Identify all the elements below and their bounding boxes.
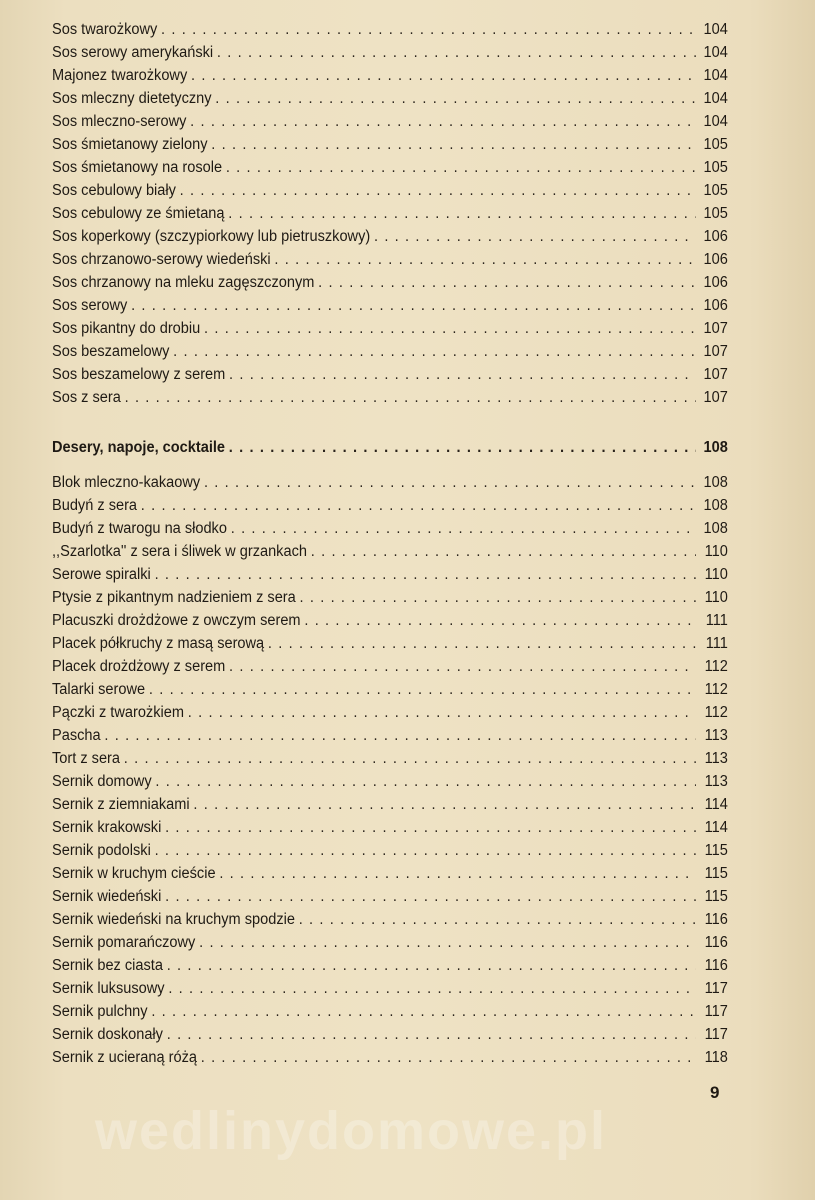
toc-entry-title: Sos chrzanowy na mleku zagęszczonym <box>52 274 315 291</box>
toc-entry <box>52 469 728 492</box>
toc-entry <box>52 515 728 538</box>
toc-leader-dots <box>228 205 696 223</box>
toc-entry-page: 108 <box>703 497 728 514</box>
toc-leader-dots <box>190 113 696 131</box>
toc-entry-page: 115 <box>704 888 728 905</box>
toc-entry <box>52 768 728 791</box>
toc-leader-dots <box>161 21 696 39</box>
toc-entry <box>52 1044 728 1067</box>
toc-entry-title: Sos serowy amerykański <box>52 44 214 61</box>
toc-entry <box>52 676 728 699</box>
toc-leader-dots <box>173 343 696 361</box>
toc-entry-title: Sos cebulowy ze śmietaną <box>52 205 225 222</box>
toc-entry-page: 104 <box>703 44 728 61</box>
toc-heading-title: Desery, napoje, cocktaile <box>52 439 226 456</box>
toc-entry-page: 108 <box>703 474 728 491</box>
toc-entry-title: Sernik podolski <box>52 842 151 859</box>
toc-entry-title: Sos beszamelowy z serem <box>52 366 226 383</box>
toc-leader-dots <box>374 228 696 246</box>
toc-entry-title: Sos śmietanowy na rosole <box>52 159 223 176</box>
toc-entry-title: Sernik krakowski <box>52 819 162 836</box>
toc-leader-dots <box>201 1049 696 1067</box>
toc-entry <box>52 745 728 768</box>
toc-leader-dots <box>191 67 696 85</box>
toc-entry <box>52 361 728 384</box>
toc-leader-dots <box>304 612 696 630</box>
toc-entry <box>52 883 728 906</box>
toc-entry <box>52 39 728 62</box>
toc-leader-dots <box>193 796 695 814</box>
toc-leader-dots <box>226 159 696 177</box>
toc-heading-page: 108 <box>703 439 728 456</box>
toc-entry-title: Sernik z ziemniakami <box>52 796 190 813</box>
toc-entry-page: 104 <box>703 21 728 38</box>
toc-entry <box>52 384 728 407</box>
toc-entry-page: 110 <box>704 589 728 606</box>
toc-entry <box>52 561 728 584</box>
toc-entry-title: Sernik pulchny <box>52 1003 148 1020</box>
toc-entry-page: 114 <box>704 796 728 813</box>
toc-entry-page: 105 <box>703 136 728 153</box>
table-of-contents <box>52 16 728 1067</box>
toc-entry <box>52 315 728 338</box>
toc-entry-page: 113 <box>704 750 728 767</box>
toc-leader-dots <box>268 635 696 653</box>
toc-entry-page: 116 <box>704 911 728 928</box>
toc-entry <box>52 998 728 1021</box>
toc-entry-title: Sos chrzanowo-serowy wiedeński <box>52 251 271 268</box>
toc-leader-dots <box>151 1003 696 1021</box>
toc-entry <box>52 653 728 676</box>
toc-entry-title: Blok mleczno-kakaowy <box>52 474 201 491</box>
toc-entry-title: Ptysie z pikantnym nadzieniem z sera <box>52 589 296 606</box>
toc-entry-page: 104 <box>703 113 728 130</box>
toc-entry <box>52 246 728 269</box>
toc-entry <box>52 154 728 177</box>
toc-entry-page: 116 <box>704 957 728 974</box>
section-gap <box>52 407 728 433</box>
toc-leader-dots <box>274 251 695 269</box>
toc-leader-dots <box>149 681 696 699</box>
toc-entry-page: 113 <box>704 773 728 790</box>
toc-entry-title: Serowe spiralki <box>52 566 151 583</box>
toc-entry <box>52 200 728 223</box>
toc-entry-page: 107 <box>703 366 728 383</box>
toc-leader-dots <box>165 888 696 906</box>
toc-leader-dots <box>217 44 696 62</box>
toc-entry-page: 104 <box>703 90 728 107</box>
toc-entry-page: 112 <box>704 681 728 698</box>
toc-entry-page: 106 <box>703 251 728 268</box>
toc-entry-page: 115 <box>704 865 728 882</box>
toc-entry-title: Budyń z twarogu na słodko <box>52 520 227 537</box>
toc-entry-title: Sernik bez ciasta <box>52 957 163 974</box>
toc-leader-dots <box>124 750 696 768</box>
toc-leader-dots <box>204 474 696 492</box>
toc-entry <box>52 584 728 607</box>
toc-entry <box>52 837 728 860</box>
toc-leader-dots <box>204 320 696 338</box>
toc-entry <box>52 814 728 837</box>
toc-entry-title: Placek drożdżowy z serem <box>52 658 226 675</box>
toc-entry-title: Talarki serowe <box>52 681 146 698</box>
toc-entry <box>52 338 728 361</box>
toc-entry-title: Sos z sera <box>52 389 121 406</box>
toc-entry-page: 114 <box>704 819 728 836</box>
toc-leader-dots <box>155 773 696 791</box>
toc-entry-page: 105 <box>703 205 728 222</box>
toc-leader-dots <box>219 865 696 883</box>
toc-entry <box>52 177 728 200</box>
toc-entry <box>52 292 728 315</box>
toc-leader-dots <box>167 957 696 975</box>
toc-entry <box>52 952 728 975</box>
toc-entry-title: Placuszki drożdżowe z owczym serem <box>52 612 301 629</box>
toc-entry-title: Pączki z twarożkiem <box>52 704 184 721</box>
toc-entry <box>52 1021 728 1044</box>
toc-leader-dots <box>167 1026 696 1044</box>
toc-entry-page: 110 <box>704 566 728 583</box>
toc-entry-page: 117 <box>704 1026 728 1043</box>
toc-leader-dots <box>229 658 696 676</box>
toc-entry <box>52 630 728 653</box>
toc-entry-title: Sos cebulowy biały <box>52 182 176 199</box>
toc-entry-page: 105 <box>703 159 728 176</box>
toc-entry <box>52 131 728 154</box>
toc-entry-title: Sernik doskonały <box>52 1026 163 1043</box>
toc-leader-dots <box>180 182 696 200</box>
toc-entry-page: 117 <box>704 980 728 997</box>
toc-entry <box>52 16 728 39</box>
toc-leader-dots <box>199 934 696 952</box>
toc-leader-dots <box>229 366 696 384</box>
toc-entry-title: Sos mleczny dietetyczny <box>52 90 212 107</box>
toc-entry <box>52 538 728 561</box>
toc-entry <box>52 223 728 246</box>
toc-entry-title: Placek półkruchy z masą serową <box>52 635 265 652</box>
toc-leader-dots <box>300 589 696 607</box>
toc-entry-page: 107 <box>703 320 728 337</box>
toc-entry-page: 107 <box>703 343 728 360</box>
toc-entry-title: Sernik luksusowy <box>52 980 165 997</box>
toc-entry-title: Majonez twarożkowy <box>52 67 188 84</box>
toc-leader-dots <box>229 439 696 457</box>
toc-entry-title: Sos mleczno-serowy <box>52 113 187 130</box>
section-gap <box>52 457 728 469</box>
toc-entry-page: 107 <box>703 389 728 406</box>
toc-entry-title: ,,Szarlotka'' z sera i śliwek w grzankach <box>52 543 307 560</box>
toc-entry-page: 116 <box>704 934 728 951</box>
toc-entry-page: 115 <box>704 842 728 859</box>
watermark: wedlinydomowe.pl <box>95 1101 608 1161</box>
toc-entry-title: Sos śmietanowy zielony <box>52 136 208 153</box>
page-number: 9 <box>710 1083 720 1102</box>
toc-entry-page: 112 <box>704 704 728 721</box>
toc-entry <box>52 975 728 998</box>
toc-leader-dots <box>188 704 696 722</box>
toc-entry-title: Sos serowy <box>52 297 128 314</box>
toc-leader-dots <box>165 819 696 837</box>
toc-entry-title: Sernik domowy <box>52 773 152 790</box>
toc-section-sauces <box>52 16 728 407</box>
toc-entry-page: 106 <box>703 297 728 314</box>
toc-entry-page: 106 <box>703 274 728 291</box>
toc-leader-dots <box>211 136 696 154</box>
toc-entry <box>52 722 728 745</box>
toc-leader-dots <box>215 90 696 108</box>
toc-leader-dots <box>318 274 696 292</box>
toc-leader-dots <box>125 389 696 407</box>
toc-entry-title: Tort z sera <box>52 750 121 767</box>
toc-entry-title: Pascha <box>52 727 101 744</box>
toc-leader-dots <box>168 980 696 998</box>
toc-leader-dots <box>131 297 696 315</box>
toc-leader-dots <box>104 727 696 745</box>
toc-entry-page: 106 <box>703 228 728 245</box>
toc-entry-title: Sernik pomarańczowy <box>52 934 196 951</box>
toc-entry-page: 110 <box>704 543 728 560</box>
toc-entry-title: Sos pikantny do drobiu <box>52 320 201 337</box>
toc-entry <box>52 269 728 292</box>
toc-heading-desserts <box>52 433 728 457</box>
toc-entry <box>52 791 728 814</box>
toc-entry <box>52 906 728 929</box>
toc-entry <box>52 860 728 883</box>
toc-entry <box>52 699 728 722</box>
toc-entry-page: 111 <box>705 635 728 652</box>
toc-entry-page: 117 <box>704 1003 728 1020</box>
toc-entry <box>52 607 728 630</box>
toc-entry-title: Sos koperkowy (szczypiorkowy lub pietruszkowy) <box>52 228 371 245</box>
toc-leader-dots <box>231 520 696 538</box>
toc-entry-page: 111 <box>705 612 728 629</box>
toc-entry-page: 113 <box>704 727 728 744</box>
toc-entry-title: Sernik w kruchym cieście <box>52 865 216 882</box>
toc-entry-title: Sos beszamelowy <box>52 343 170 360</box>
toc-leader-dots <box>311 543 696 561</box>
toc-entry <box>52 85 728 108</box>
toc-section-desserts <box>52 469 728 1067</box>
toc-entry-page: 118 <box>704 1049 728 1066</box>
toc-leader-dots <box>141 497 696 515</box>
toc-entry-title: Sernik wiedeński na kruchym spodzie <box>52 911 295 928</box>
toc-entry-page: 108 <box>703 520 728 537</box>
toc-entry-title: Budyń z sera <box>52 497 138 514</box>
toc-entry-page: 105 <box>703 182 728 199</box>
toc-entry-page: 104 <box>703 67 728 84</box>
toc-entry <box>52 492 728 515</box>
toc-leader-dots <box>155 566 696 584</box>
toc-entry-page: 112 <box>704 658 728 675</box>
toc-entry-title: Sos twarożkowy <box>52 21 158 38</box>
toc-leader-dots <box>299 911 696 929</box>
toc-entry <box>52 929 728 952</box>
toc-entry-title: Sernik wiedeński <box>52 888 162 905</box>
toc-leader-dots <box>155 842 696 860</box>
toc-entry <box>52 62 728 85</box>
toc-entry-title: Sernik z ucieraną różą <box>52 1049 197 1066</box>
toc-entry <box>52 108 728 131</box>
